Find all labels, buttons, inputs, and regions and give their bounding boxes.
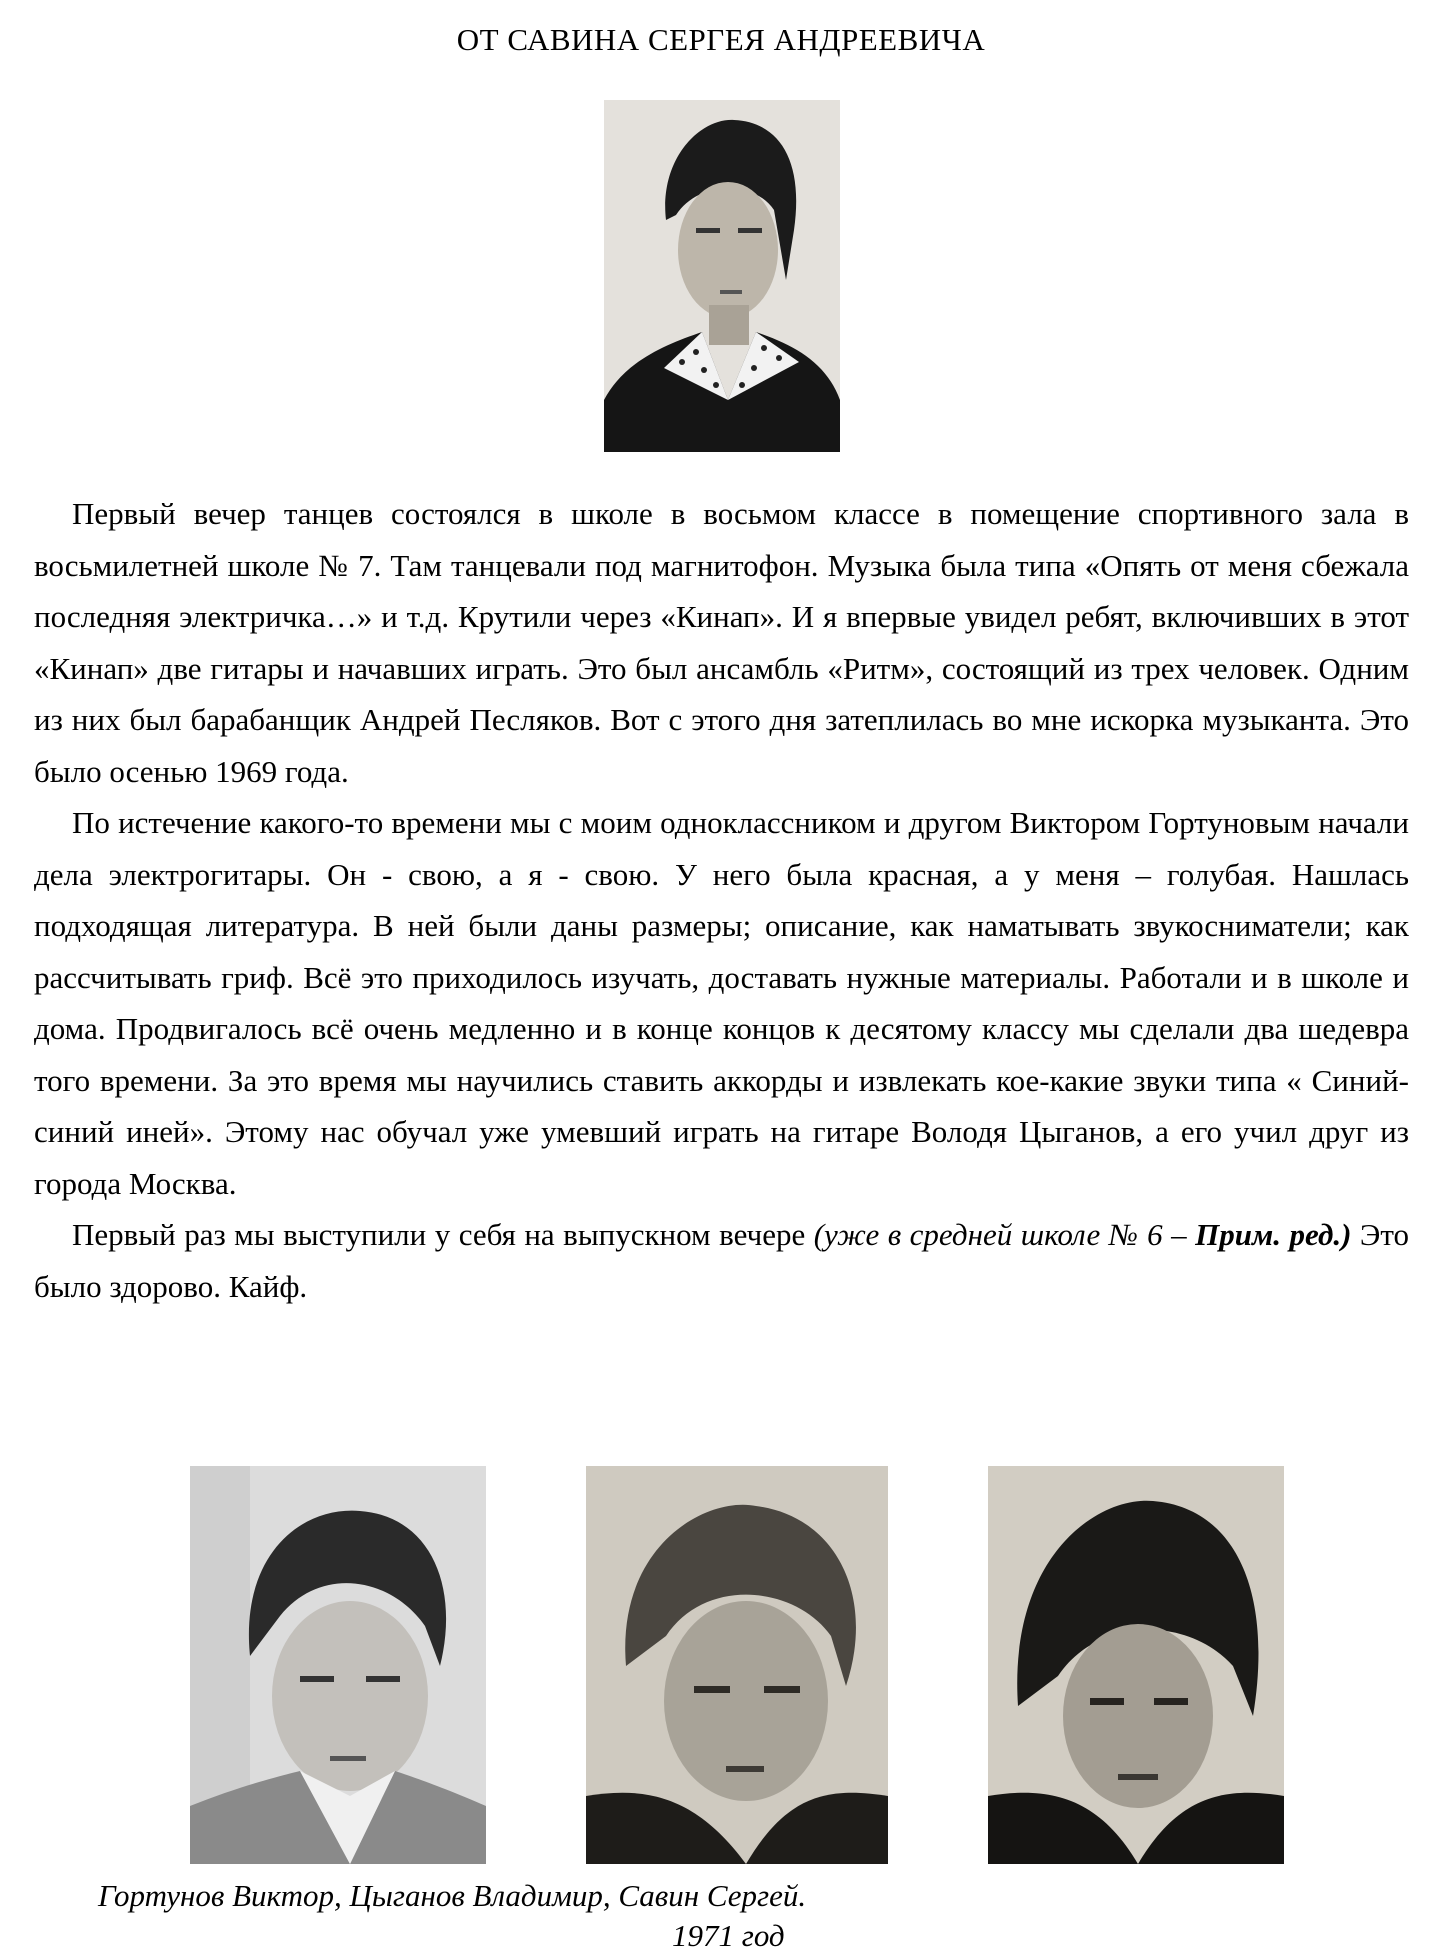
portrait-photo-savin-young [988,1466,1284,1864]
editor-note-label: Прим. ред.) [1195,1217,1352,1252]
paragraph-3: Первый раз мы выступили у себя на выпускном вечере (уже в средней школе № 6 – Прим. ред.) Это было здорово. Кайф. [34,1217,1410,1304]
paragraph-1: Первый вечер танцев состоялся в школе в восьмом классе в помещение спортивного зала в восьмилетней школе № 7. Там танцевали под магнитофон. Музыка была типа «Опять от меня сбежала последняя электричка…» и т.д. Крутили через «Кинап». И я впервые увидел ребят, включивших в этот «Кинап» две гитары и начавших играть. Это был ансамбль «Ритм», состоящий из трех человек. Одним из них был барабанщик Андрей Песляков. Вот с этого дня затеплилась во мне искорка музыканта. Это было осенью 1969 года. [34,496,1409,789]
portrait-photo-savin [604,100,840,452]
page-title: ОТ САВИНА СЕРГЕЯ АНДРЕЕВИЧА [456,22,986,57]
photo-caption [0,1876,1442,1956]
portrait-photo-gortunov [190,1466,486,1864]
editor-note: (уже в средней школе № 6 – [813,1217,1196,1252]
caption-names: Гортунов Виктор, Цыганов Владимир, Савин Сергей. [98,1878,807,1913]
caption-year: 1971 год [672,1918,785,1953]
paragraph-2: По истечение какого-то времени мы с моим одноклассником и другом Виктором Гортуновым начали дела электрогитары. Он - свою, а я - свою. У него была красная, а у меня – голубая. Нашлась подходящая литература. В ней были даны размеры; описание, как наматывать звукосниматели; как рассчитывать гриф. Всё это приходилось изучать, доставать нужные материалы. Работали и в школе и дома. Продвигалось всё очень медленно и в конце концов к десятому классу мы сделали два шедевра того времени. За это время мы научились ставить аккорды и извлекать кое-какие звуки типа « Синий-синий иней». Этому нас обучал уже умевший играть на гитаре Володя Цыганов, а его учил друг из города Москва. [34,805,1409,1201]
portrait-photo-tsyganov [586,1466,888,1864]
article-body [34,488,1409,1312]
